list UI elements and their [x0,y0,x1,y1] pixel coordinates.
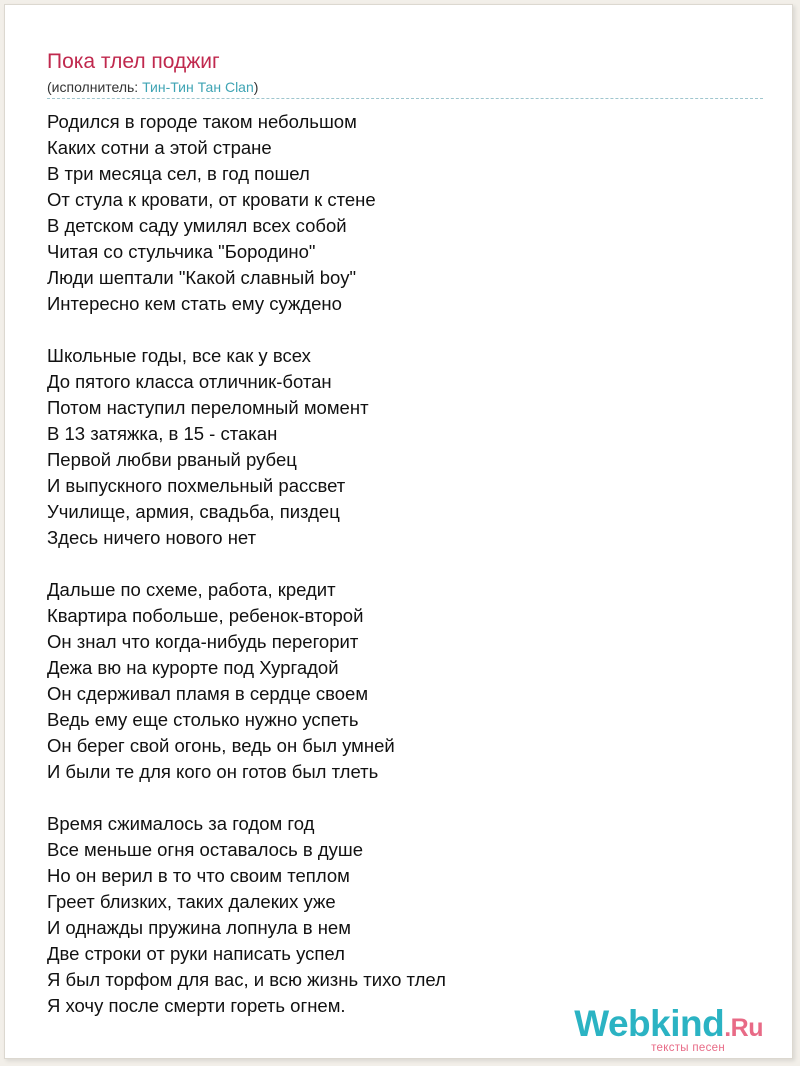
lyric-line: И выпускного похмельный рассвет [47,475,346,496]
song-title: Пока тлел поджиг [47,50,220,73]
lyric-line: Первой любви рваный рубец [47,449,297,470]
logo-brand: Webkind [574,1003,725,1044]
artist-line [47,78,258,96]
artist-link[interactable]: Тин-Тин Тан Clan [142,79,254,95]
lyric-line: Родился в городе таком небольшом [47,111,357,132]
lyric-line: Но он верил в то что своим теплом [47,865,350,886]
lyric-line: В три месяца сел, в год пошел [47,163,310,184]
lyric-line: Здесь ничего нового нет [47,527,257,548]
lyric-line: До пятого класса отличник-ботан [47,371,332,392]
lyric-line: Две строки от руки написать успел [47,943,345,964]
lyric-line: Дальше по схеме, работа, кредит [47,579,336,600]
lyric-line: Интересно кем стать ему суждено [47,293,342,314]
artist-prefix: (исполнитель: [47,79,143,95]
lyric-line: Квартира побольше, ребенок-второй [47,605,364,626]
lyrics-stanza [47,577,446,785]
webkind-logo [574,1005,763,1054]
lyric-line: Школьные годы, все как у всех [47,345,311,366]
lyrics-stanza [47,811,446,1019]
logo-tagline: тексты песен [651,1042,725,1054]
lyric-line: Время сжималось за годом год [47,813,315,834]
lyric-line: Я хочу после смерти гореть огнем. [47,995,346,1016]
lyric-line: Все меньше огня оставалось в душе [47,839,364,860]
lyric-line: Он знал что когда-нибудь перегорит [47,631,359,652]
lyric-line: Греет близких, таких далеких уже [47,891,336,912]
lyric-line: Потом наступил переломный момент [47,397,369,418]
lyric-line: Ведь ему еще столько нужно успеть [47,709,359,730]
logo-wordmark [574,1005,763,1047]
lyric-line: В 13 затяжка, в 15 - стакан [47,423,278,444]
lyric-line: Дежа вю на курорте под Хургадой [47,657,339,678]
lyric-line: Я был торфом для вас, и всю жизнь тихо тлел [47,969,446,990]
artist-suffix: ) [253,79,259,95]
lyrics-body [47,109,446,1045]
lyrics-page [4,4,793,1059]
lyrics-stanza [47,109,446,317]
lyrics-stanza [47,343,446,551]
lyric-line: Читая со стульчика "Бородино" [47,241,316,262]
lyric-line: Он сдерживал пламя в сердце своем [47,683,369,704]
lyric-line: И однажды пружина лопнула в нем [47,917,351,938]
lyric-line: В детском саду умилял всех собой [47,215,347,236]
lyric-line: И были те для кого он готов был тлеть [47,761,379,782]
lyric-line: Люди шептали "Какой славный boy" [47,267,357,288]
lyric-line: Училище, армия, свадьба, пиздец [47,501,340,522]
logo-tld: .Ru [724,1014,763,1042]
lyric-line: От стула к кровати, от кровати к стене [47,189,376,210]
lyric-line: Каких сотни а этой стране [47,137,272,158]
dashed-divider [47,98,763,99]
lyric-line: Он берег свой огонь, ведь он был умней [47,735,395,756]
